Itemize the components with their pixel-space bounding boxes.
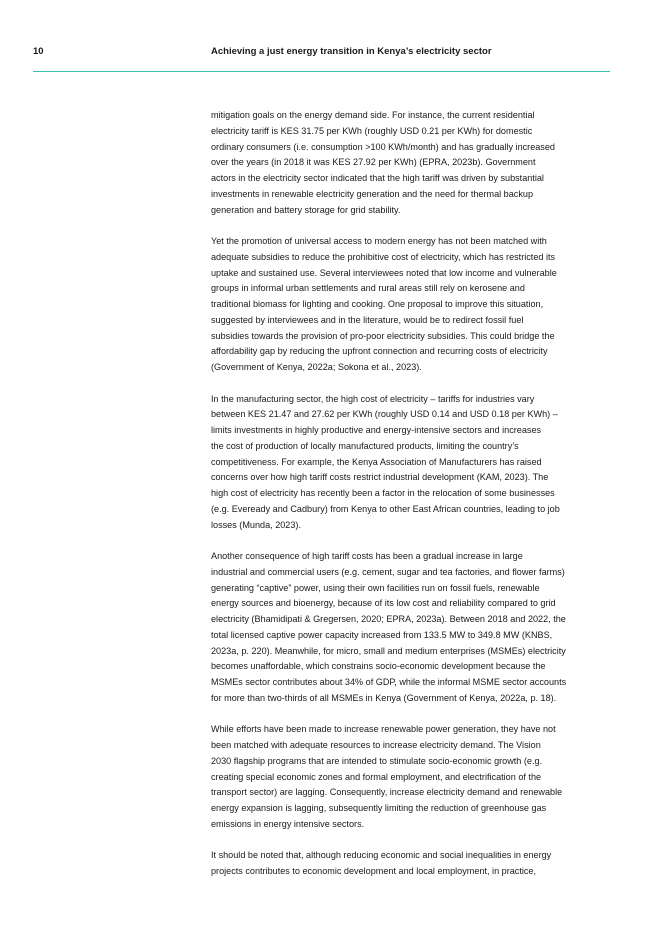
text-line: the cost of production of locally manufactured products, limiting the country’s — [211, 440, 519, 451]
text-line: energy sources and bioenergy, because of its low cost and reliability compared to grid — [211, 598, 556, 609]
text-line: ordinary consumers (i.e. consumption >100 KWh/month) and has gradually increased — [211, 141, 555, 152]
text-line: MSMEs sector contributes about 34% of GDP, while the informal MSME sector accounts — [211, 677, 567, 687]
paragraph — [211, 848, 616, 880]
text-line: over the years (in 2018 it was KES 27.92 per KWh) (EPRA, 2023b). Government — [211, 157, 536, 168]
header-divider — [33, 71, 610, 72]
text-line: Yet the promotion of universal access to modern energy has not been matched with — [211, 236, 547, 246]
text-line: investments in renewable electricity generation and the need for thermal backup — [211, 188, 534, 199]
text-line: electricity (Bhamidipati & Gregersen, 2020; EPRA, 2023a). Between 2018 and 2022, the — [211, 614, 566, 624]
text-line: subsidies towards the provision of pro-poor electricity subsidies. This could bridge the — [211, 330, 555, 341]
body-text — [211, 108, 616, 896]
text-line: competitiveness. For example, the Kenya Association of Manufacturers has raised — [211, 456, 542, 467]
text-line: generation and battery storage for grid stability. — [211, 204, 401, 215]
paragraph — [211, 392, 616, 534]
text-line: 2030 flagship programs that are intended to stimulate socio-economic growth (e.g. — [211, 755, 543, 766]
text-line: industrial and commercial users (e.g. cement, sugar and tea factories, and flower farms) — [211, 566, 565, 577]
text-line: projects contributes to economic development and local employment, in practice, — [211, 866, 537, 876]
paragraph — [211, 549, 616, 707]
paragraph — [211, 108, 616, 218]
text-line: transport sector) are lagging. Consequently, increase electricity demand and renewable — [211, 787, 563, 798]
running-title: Achieving a just energy transition in Kenya’s electricity sector — [211, 46, 492, 57]
text-line: uptake and sustained use. Several interviewees noted that low income and vulnerable — [211, 267, 557, 278]
text-line: creating special economic zones and formal employment, and electrification of the — [211, 771, 542, 782]
text-line: concerns over how high tariff costs restrict industrial development (KAM, 2023). The — [211, 472, 549, 483]
text-line: emissions in energy intensive sectors. — [211, 818, 365, 829]
text-line: actors in the electricity sector indicated that the high tariff was driven by substantial — [211, 173, 544, 183]
text-line: affordability gap by reducing the upfront connection and recurring costs of electricity — [211, 346, 548, 357]
page-number: 10 — [33, 46, 44, 57]
text-line: In the manufacturing sector, the high cost of electricity – tariffs for industries vary — [211, 393, 535, 404]
text-line: becomes unaffordable, which constrains socio-economic development because the — [211, 661, 546, 672]
text-line: Another consequence of high tariff costs has been a gradual increase in large — [211, 551, 523, 561]
text-line: energy expansion is lagging, subsequently limiting the reduction of greenhouse gas — [211, 803, 547, 813]
text-line: been matched with adequate resources to increase electricity demand. The Vision — [211, 740, 541, 750]
text-line: for more than two-thirds of all MSMEs in Kenya (Government of Kenya, 2022a, p. 18). — [211, 692, 557, 703]
text-line: 2023a, p. 220). Meanwhile, for micro, small and medium enterprises (MSMEs) electricity — [211, 645, 566, 656]
text-line: losses (Munda, 2023). — [211, 519, 301, 530]
text-line: suggested by interviewees and in the literature, would be to redirect fossil fuel — [211, 314, 524, 325]
paragraph — [211, 722, 616, 832]
text-line: between KES 21.47 and 27.62 per KWh (roughly USD 0.14 and USD 0.18 per KWh) – — [211, 409, 558, 420]
text-line: groups in informal urban settlements and rural areas still rely on kerosene and — [211, 283, 525, 294]
text-line: While efforts have been made to increase renewable power generation, they have not — [211, 724, 556, 735]
text-line: generating “captive” power, using their own facilities run on fossil fuels, renewable — [211, 582, 540, 593]
text-line: high cost of electricity has recently been a factor in the relocation of some businesses — [211, 488, 555, 498]
text-line: total licensed captive power capacity increased from 133.5 MW to 349.8 MW (KNBS, — [211, 629, 553, 640]
text-line: It should be noted that, although reducing economic and social inequalities in energy — [211, 850, 552, 861]
text-line: electricity tariff is KES 31.75 per KWh (roughly USD 0.21 per KWh) for domestic — [211, 125, 533, 136]
text-line: traditional biomass for lighting and cooking. One proposal to improve this situation, — [211, 299, 544, 309]
text-line: adequate subsidies to reduce the prohibitive cost of electricity, which has restricted its — [211, 251, 556, 262]
text-line: (e.g. Eveready and Cadbury) from Kenya to other East African countries, leading to job — [211, 503, 560, 514]
text-line: limits investments in highly productive and energy-intensive sectors and increases — [211, 425, 542, 435]
text-line: mitigation goals on the energy demand side. For instance, the current residential — [211, 110, 535, 120]
text-line: (Government of Kenya, 2022a; Sokona et al., 2023). — [211, 362, 422, 372]
paragraph — [211, 234, 616, 376]
